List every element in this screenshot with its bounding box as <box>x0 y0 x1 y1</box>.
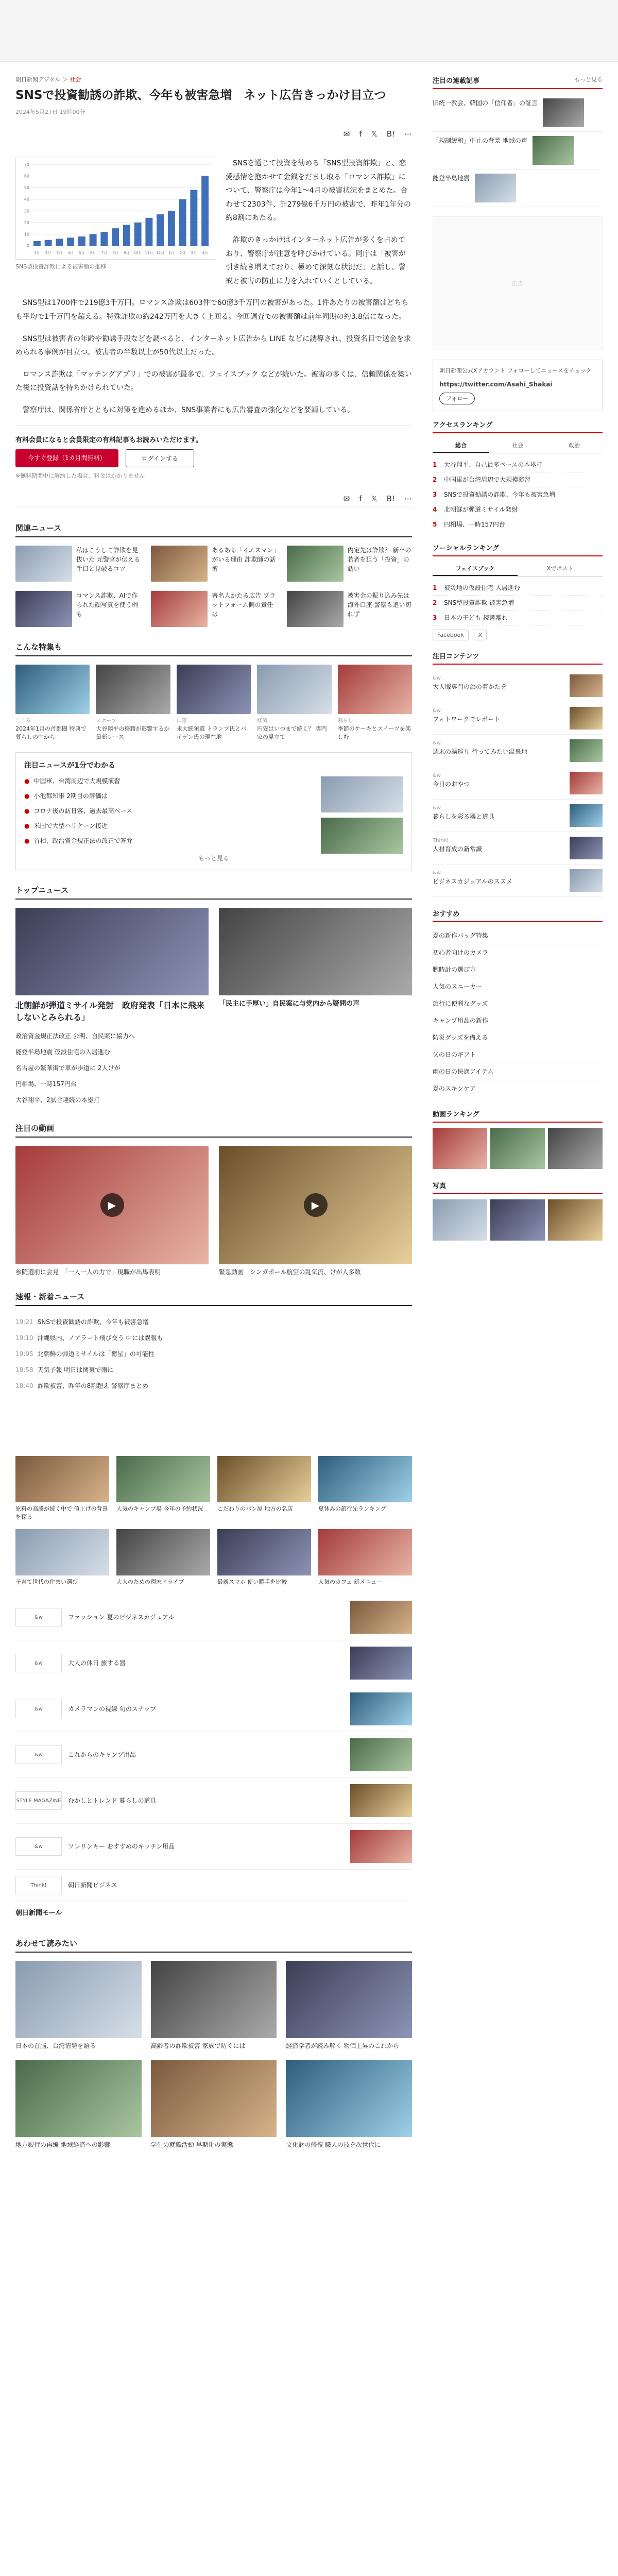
breaking-item[interactable]: 19:10 沖縄県内、ノアラート飛び交う 中には誤報も <box>15 1330 412 1346</box>
brand-card[interactable]: 夏休みの旅行先ランキング <box>318 1456 412 1522</box>
ranking-item[interactable]: 2 中国軍が台湾周辺で大規模演習 <box>433 472 603 487</box>
hot-item[interactable]: ● 首相、政治資金規正法の改正で答弁 <box>24 837 133 845</box>
chart-bar <box>45 240 52 246</box>
x-tick-label: 3月 <box>56 251 63 256</box>
article-paragraph: 詐欺のきっかけはインターネット広告が多くを占めており、警察庁が注意を呼びかけている。同庁は「被害が引き続き増えており、極めて深刻な状況だ」と話し、警戒と被害の防止に力を入れていくとしている。 <box>226 236 406 285</box>
brand-card[interactable]: 人気のキャンプ場 今年の予約状況 <box>116 1456 210 1522</box>
topnews-link[interactable]: 政治資金規正法改正 公明、自民案に協力へ <box>15 1028 412 1044</box>
hot-news-title: 注目ニュースが1分でわかる <box>24 761 116 770</box>
hot-news-box <box>15 752 412 870</box>
x-tick-label: 2月 <box>179 251 186 256</box>
chart-bar <box>145 218 152 246</box>
promo-item[interactable]: STYLE MAGAZINE むかしとトレンド 暮らしの道具 <box>15 1778 412 1824</box>
breaking-list <box>15 1314 412 1394</box>
related-thumb <box>287 591 344 627</box>
recommend-title: あわせて読みたい <box>15 1938 412 1953</box>
share-bar <box>15 125 412 143</box>
hot-thumb <box>321 818 403 854</box>
social-ranking-list <box>433 581 603 625</box>
shopping-item[interactable]: 防災グッズを備える <box>433 1029 603 1046</box>
shopping-item[interactable]: 夏のスキンケア <box>433 1080 603 1097</box>
social-tabs <box>433 562 603 577</box>
shopping-item[interactable]: 腕時計の選び方 <box>433 961 603 978</box>
tab-facebook[interactable]: フェイスブック <box>433 562 518 576</box>
features-title: こんな特集も <box>15 641 412 656</box>
promo-item[interactable]: &w これからのキャンプ用品 <box>15 1732 412 1778</box>
content-item[interactable]: &w フォトワークでレポート <box>433 702 603 735</box>
recommend-item[interactable]: 文化財の修復 職人の技を次世代に <box>286 2060 412 2149</box>
paywall <box>15 426 412 480</box>
related-item[interactable]: 私はこうして詐欺を見抜いた 元警官が伝える手口と見破るコツ <box>15 546 141 582</box>
main-column <box>15 75 412 2149</box>
video-card[interactable]: ▶ 緊急動画 シンガポール航空の乱気流、けが人多数 <box>219 1146 412 1277</box>
related-item[interactable]: ロマンス詐欺、AIで作られた顔写真を使う例も <box>15 591 141 627</box>
article-title: SNSで投資勧誘の詐欺、今年も被害急増 ネット広告きっかけ目立つ <box>15 89 386 102</box>
x-follow-button-2[interactable]: X <box>474 630 487 640</box>
ranking-item[interactable]: 3 日本の子ども 読書離れ <box>433 611 603 625</box>
related-title: 関連ニュース <box>15 522 412 537</box>
y-tick-label: 0 <box>26 244 29 249</box>
x-tick-label: 8月 <box>112 251 118 256</box>
play-icon[interactable]: ▶ <box>304 1193 328 1217</box>
mail-icon[interactable]: ✉ <box>343 494 350 503</box>
contents-header: 注目コンテンツ <box>433 651 603 665</box>
top-ad-band <box>0 0 618 62</box>
access-ranking-header: アクセスランキング <box>433 419 603 433</box>
tab-access-all[interactable]: 総合 <box>433 438 489 453</box>
ranking-item[interactable]: 2 SNS型投資詐欺 被害急増 <box>433 596 603 611</box>
related-item[interactable]: 内定先は詐欺？ 新卒の若者を狙う「投資」の誘い <box>287 546 412 582</box>
shopping-item[interactable]: 初心者向けのカメラ <box>433 944 603 961</box>
article-paragraph: SNS型は被害者の年齢や勧誘手段などを調べると、インターネット広告から LINE などに誘導され、投資名目で送金を求められる事例が目立つ。被害者の半数以上が50代以上だった。 <box>15 334 411 357</box>
related-item[interactable]: 被害金の振り込み先は海外口座 警察も追い切れず <box>287 591 412 627</box>
recommend-item[interactable]: 学生の就職活動 早期化の実態 <box>151 2060 277 2149</box>
hatena-icon[interactable]: B! <box>386 129 395 139</box>
promo-item[interactable]: &w 大人の休日 旅する器 <box>15 1640 412 1686</box>
chart-bar <box>179 199 186 246</box>
feature-card[interactable]: 経済 円安はいつまで続く？ 専門家の見立て <box>257 665 331 742</box>
article-paragraph: SNSを通じて投資を勧める「SNS型投資詐欺」と、恋愛感情を抱かせて金銭をだまし取る「ロマンス詐欺」について、警察庁は今年1〜4月の被害状況をまとめた。合わせて2303件、計279億6千万円の被害で、昨年1年分の約8割にあたる。 <box>226 159 411 223</box>
y-tick-label: 60 <box>24 174 29 179</box>
hot-more-link[interactable]: もっと見る <box>198 854 229 862</box>
chart-bar <box>201 176 209 246</box>
chart-bar <box>33 241 41 246</box>
promo-item[interactable]: &w ソレリンキー おすすめのキッチン用品 <box>15 1824 412 1870</box>
promo-item[interactable]: Think! 朝日新聞ビジネス <box>15 1870 412 1901</box>
login-button[interactable]: ログインする <box>126 449 194 467</box>
ranking-item[interactable]: 1 大谷翔平、自己最多ペースの本塁打 <box>433 457 603 472</box>
x-tick-label: 12月 <box>156 251 165 256</box>
brand-card[interactable]: 大人のための週末ドライブ <box>116 1529 210 1587</box>
ranking-item[interactable]: 4 北朝鮮が弾道ミサイル発射 <box>433 502 603 517</box>
hot-thumb <box>321 776 403 812</box>
related-thumb <box>15 591 72 627</box>
more-icon[interactable]: ⋯ <box>404 494 412 503</box>
shopping-header: おすすめ <box>433 908 603 922</box>
y-tick-label: 70 <box>24 162 29 167</box>
content-item[interactable]: &w ビジネスカジュアルのススメ <box>433 865 603 897</box>
y-tick-label: 20 <box>24 220 29 225</box>
recommend-item[interactable]: 地方銀行の再編 地域経済への影響 <box>15 2060 142 2149</box>
topnews-link[interactable]: 能登半島地震 仮設住宅の入居進む <box>15 1044 412 1060</box>
article-body <box>15 157 412 417</box>
social-ranking-header: ソーシャルランキング <box>433 543 603 556</box>
series-item[interactable]: 「規制緩和」中止の背景 地域の声 <box>433 132 603 170</box>
feature-card[interactable]: スポーツ 大谷翔平の移籍が影響するか 最新レース <box>96 665 170 742</box>
shopping-item[interactable]: 雨の日の快適アイテム <box>433 1063 603 1080</box>
breadcrumb-tag[interactable]: 社会 <box>70 76 81 83</box>
follow-buttons <box>433 630 603 640</box>
x-tick-label: 6月 <box>90 251 96 256</box>
topnews-grid <box>15 908 412 1023</box>
facebook-follow-button[interactable]: Facebook <box>433 630 469 640</box>
related-thumb <box>151 591 208 627</box>
shopping-item[interactable]: 人気のスニーカー <box>433 978 603 995</box>
paywall-note: ※無料期間中に解約した場合、料金はかかりません <box>15 472 145 479</box>
x-tick-label: 10月 <box>133 251 142 256</box>
article-paragraph: SNS型は1700件で219億3千万円。ロマンス詐欺は603件で60億3千万円の被害があった。1件あたりの被害額はどちらも平均で1千万円を超える。特殊詐欺の約242万円を大きく上回る。今回調査での被害額は前年同期の約3.8倍になった。 <box>15 299 409 321</box>
chart-bar <box>190 190 197 246</box>
breaking-title: 速報・新着ニュース <box>15 1291 412 1306</box>
photo-header: 写真 <box>433 1180 603 1194</box>
x-account-link[interactable]: https://twitter.com/Asahi_Shakai <box>439 380 553 388</box>
article-figure <box>15 157 215 272</box>
topnews-second[interactable]: 「民主に手厚い」自民案に与党内から疑問の声 <box>219 908 412 1023</box>
x-tick-label: 1月 <box>34 251 40 256</box>
video-thumb[interactable] <box>548 1128 603 1169</box>
topnews-link[interactable]: 大谷翔平、2試合連続の本塁打 <box>15 1092 412 1108</box>
figure-caption: SNS型投資詐欺による被害額の推移 <box>15 263 107 270</box>
promo-item[interactable]: &w カメラマンの視線 旬のスナップ <box>15 1686 412 1732</box>
x-icon[interactable]: 𝕏 <box>371 494 377 503</box>
tab-access-society[interactable]: 社会 <box>512 442 523 449</box>
x-tick-label: 1月 <box>168 251 175 256</box>
features-row <box>15 665 412 742</box>
photo-thumb[interactable] <box>490 1199 545 1241</box>
photo-thumb[interactable] <box>548 1199 603 1241</box>
x-tick-label: 7月 <box>101 251 108 256</box>
related-item[interactable]: あるある「イエスマン」がいる理由 詐欺師の話術 <box>151 546 276 582</box>
shopping-item[interactable]: キャンプ用品の新作 <box>433 1012 603 1029</box>
brand-card[interactable]: 子育て世代の住まい選び <box>15 1529 109 1587</box>
tab-access-politics[interactable]: 政治 <box>569 442 580 449</box>
content-item[interactable]: Think! 人材育成の新常識 <box>433 832 603 865</box>
video-thumb[interactable] <box>433 1128 487 1169</box>
chart-bar <box>90 234 97 246</box>
x-tick-label: 3月 <box>191 251 197 256</box>
recommend-item[interactable]: 日本の首脳、台湾情勢を語る <box>15 1961 142 2050</box>
ranking-item[interactable]: 5 円相場、一時157円台 <box>433 517 603 532</box>
article-paragraph: 警察庁は、関係省庁とともに対策を進めるほか、SNS事業者にも広告審査の強化などを要請している。 <box>23 405 355 414</box>
facebook-icon[interactable]: f <box>359 494 362 503</box>
y-tick-label: 50 <box>24 185 29 191</box>
recommend-item[interactable]: 高齢者の詐欺被害 家族で防ぐには <box>151 1961 277 2050</box>
videos-row <box>15 1146 412 1277</box>
content-item[interactable]: &w 大人服専門の旅の着かたを <box>433 670 603 702</box>
brand-card[interactable]: こだわりのパン屋 地方の名店 <box>217 1456 311 1522</box>
video-ranking-header: 動画ランキング <box>433 1109 603 1123</box>
x-tick-label: 11月 <box>145 251 153 256</box>
hot-item[interactable]: ● 中国軍、台湾周辺で大規模演習 <box>24 777 121 785</box>
chart-bar <box>112 228 119 246</box>
related-thumb <box>151 546 208 582</box>
chart-svg <box>16 157 216 260</box>
sidebar-ad[interactable]: 広告 <box>433 216 603 350</box>
x-follow-button[interactable]: フォロー <box>439 393 475 405</box>
chart-bar <box>56 239 63 246</box>
chart-bar <box>157 214 164 246</box>
x-tick-label: 4月 <box>202 251 208 256</box>
ranking-item[interactable]: 1 被災地の仮設住宅 入居進む <box>433 581 603 596</box>
video-card[interactable]: ▶ 参院選前に会見 「一人一人の力で」現職が出馬表明 <box>15 1146 209 1277</box>
chart-bar <box>67 238 74 246</box>
content-item[interactable]: &w 今日のおやつ <box>433 767 603 800</box>
chart-bar <box>123 225 130 246</box>
brand-grid <box>15 1456 412 1587</box>
breaking-item[interactable]: 18:40 詐欺被害、昨年の8割超え 警察庁まとめ <box>15 1378 412 1394</box>
y-tick-label: 30 <box>24 209 29 214</box>
video-thumb[interactable] <box>490 1128 545 1169</box>
recommend-item[interactable]: 経済学者が読み解く 物価上昇のこれから <box>286 1961 412 2050</box>
shop-link[interactable]: 朝日新聞モール <box>15 1909 62 1918</box>
video-ranking-thumbs <box>433 1128 603 1169</box>
brand-card[interactable]: 原料の高騰が続く中で 値上げの背景を探る <box>15 1456 109 1522</box>
promo-list <box>15 1595 412 1923</box>
ad-spacer <box>15 1394 412 1456</box>
play-icon[interactable]: ▶ <box>100 1193 124 1217</box>
access-tabs <box>433 438 603 453</box>
topnews-link[interactable]: 円相場、一時157円台 <box>15 1076 412 1092</box>
hot-item[interactable]: ● 米国で大型ハリケーン接近 <box>24 822 108 830</box>
hatena-icon[interactable]: B! <box>386 494 395 503</box>
x-icon[interactable]: 𝕏 <box>371 129 377 139</box>
chart-bar <box>168 211 175 246</box>
feature-card[interactable]: 暮らし 季節のケーキとスイーツを楽しむ <box>338 665 412 742</box>
content-item[interactable]: &w 週末の湯巡り 行ってみたい温泉地 <box>433 735 603 767</box>
videos-title: 注目の動画 <box>15 1123 412 1138</box>
access-ranking-list <box>433 457 603 532</box>
photo-thumbs <box>433 1199 603 1241</box>
related-grid <box>15 546 412 627</box>
y-tick-label: 10 <box>24 232 29 237</box>
sidebar <box>433 75 603 2149</box>
topnews-lead[interactable]: 北朝鮮が弾道ミサイル発射 政府発表「日本に飛来しないとみられる」 <box>15 908 209 1023</box>
facebook-icon[interactable]: f <box>359 129 362 139</box>
shopping-item[interactable]: 旅行に便利なグッズ <box>433 995 603 1012</box>
series-item[interactable]: 能登半島地震 <box>433 170 603 207</box>
related-item[interactable]: 著名人かたる広告 プラットフォーム側の責任は <box>151 591 276 627</box>
share-bar-bottom <box>15 490 412 508</box>
x-follow-box: 朝日新聞公式Xアカウント フォローしてニュースをチェック https://twitter.com/Asahi_Shakai フォロー <box>433 360 603 411</box>
chart-bar <box>134 223 142 246</box>
subscribe-button[interactable]: 今すぐ登録（1カ月間無料） <box>15 449 118 467</box>
bar-chart <box>15 157 215 260</box>
x-tick-label: 5月 <box>79 251 85 256</box>
paywall-lead: 有料会員になると会員限定の有料記事もお読みいただけます。 <box>15 436 202 444</box>
ranking-item[interactable]: 3 SNSで投資勧誘の詐欺、今年も被害急増 <box>433 487 603 502</box>
related-thumb <box>15 546 72 582</box>
tab-x[interactable]: Xでポスト <box>546 565 574 572</box>
series-header: 注目の連載記事 もっと見る <box>433 75 603 89</box>
brand-card[interactable]: 人気のカフェ 新メニュー <box>318 1529 412 1587</box>
series-more-link[interactable]: もっと見る <box>574 76 603 83</box>
breaking-item[interactable]: 18:58 天気予報 明日は関東で雨に <box>15 1362 412 1378</box>
content-item[interactable]: &w 暮らしを彩る器と道具 <box>433 800 603 832</box>
breadcrumb: 朝日新聞デジタル ＞ 社会 <box>15 76 81 83</box>
article-paragraph: ロマンス詐欺は「マッチングアプリ」での被害が最多で、フェイスブック などが続いた。被害の多くは、信頼関係を築いた後に投資話を持ちかけられていた。 <box>15 370 412 393</box>
y-tick-label: 40 <box>24 197 29 202</box>
recommend-grid <box>15 1961 412 2149</box>
topnews-title: トップニュース <box>15 885 412 900</box>
hot-item[interactable]: ● コロナ後の訪日客、過去最高ペース <box>24 807 132 815</box>
article-date: 2024年5月27日 19時00分 <box>15 109 85 116</box>
breaking-item[interactable]: 19:21 SNSで投資勧誘の詐欺、今年も被害急増 <box>15 1314 412 1330</box>
hot-item[interactable]: ● 小池都知事 2期目の評価は <box>24 792 108 800</box>
x-tick-label: 2月 <box>45 251 52 256</box>
series-item[interactable]: 旧統一教会、韓国の「信仰者」の証言 <box>433 94 603 132</box>
mail-icon[interactable]: ✉ <box>343 129 350 139</box>
chart-bar <box>78 236 85 246</box>
promo-item[interactable]: &w ファッション 夏のビジネスカジュアル <box>15 1595 412 1640</box>
more-icon[interactable]: ⋯ <box>404 129 412 139</box>
feature-card[interactable]: こころ 2024年1月の首都圏 特典で暮らしの中から <box>15 665 90 742</box>
shopping-item[interactable]: 父の日のギフト <box>433 1046 603 1063</box>
x-tick-label: 4月 <box>67 251 74 256</box>
x-tick-label: 9月 <box>124 251 130 256</box>
shopping-item[interactable]: 夏の新作バッグ特集 <box>433 927 603 944</box>
page-wrap <box>15 62 603 2149</box>
brand-card[interactable]: 最新スマホ 使い勝手を比較 <box>217 1529 311 1587</box>
breadcrumb-home[interactable]: 朝日新聞デジタル <box>15 76 61 83</box>
chart-bar <box>100 232 108 246</box>
related-thumb <box>287 546 344 582</box>
breaking-item[interactable]: 19:05 北朝鮮の弾道ミサイルは「衛星」の可能性 <box>15 1346 412 1362</box>
photo-thumb[interactable] <box>433 1199 487 1241</box>
feature-card[interactable]: 国際 米大統領選 トランプ氏とバイデン氏の現在地 <box>177 665 251 742</box>
topnews-link[interactable]: 名古屋の繁華街で車が歩道に 2人けが <box>15 1060 412 1076</box>
